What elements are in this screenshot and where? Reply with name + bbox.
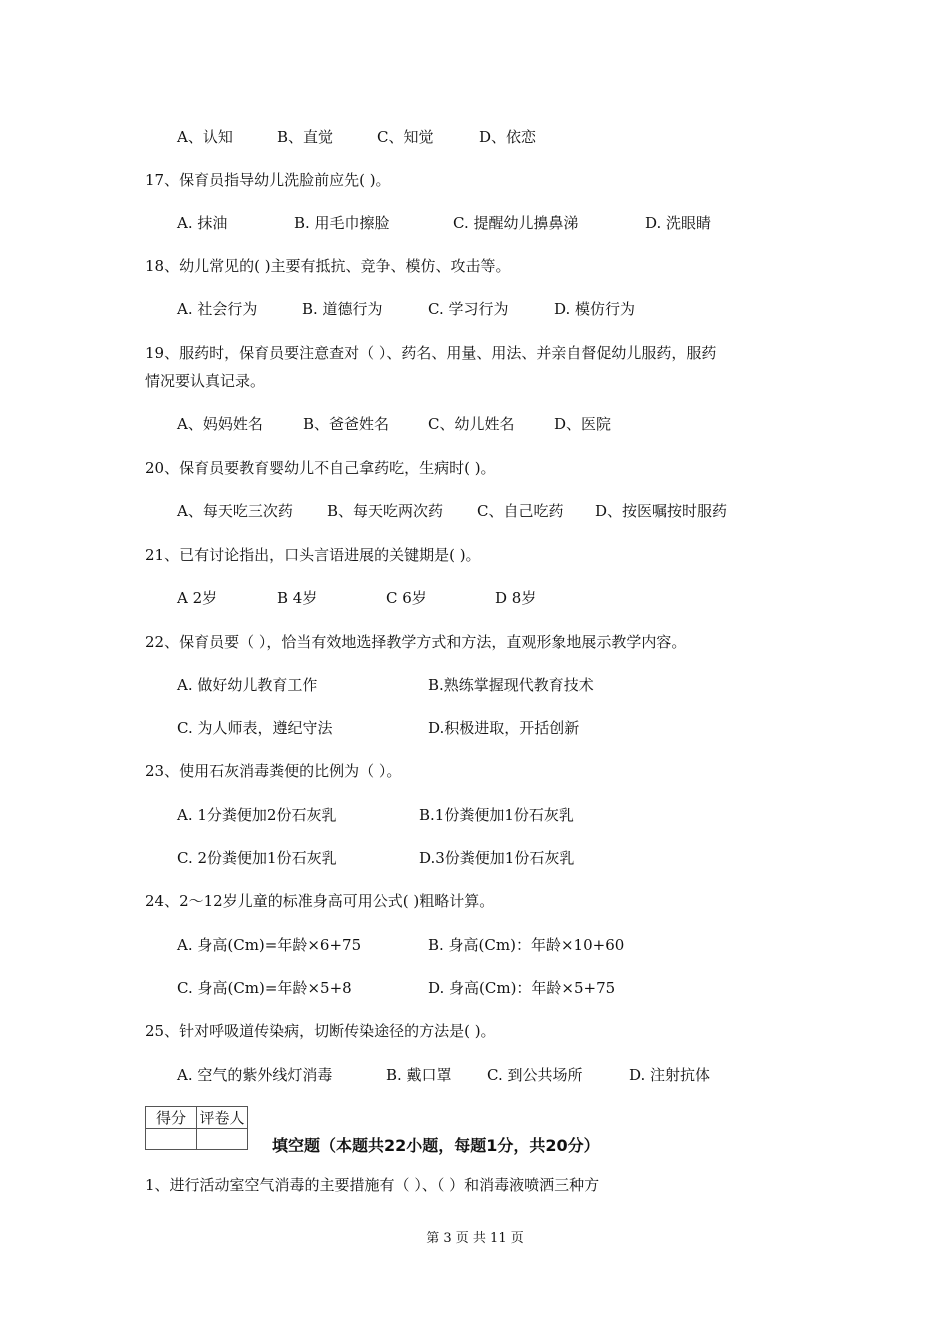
option: D、依恋 [479,128,537,146]
option: A 2岁 [177,589,218,607]
option: B、直觉 [277,128,334,146]
page-footer: 第 3 页 共 11 页 [426,1231,524,1246]
option: C、知觉 [377,128,434,146]
option: A. 社会行为 [177,300,258,318]
option: D.3份粪便加1份石灰乳 [419,849,575,867]
option: A、认知 [177,128,233,146]
option: C. 学习行为 [428,300,509,318]
option: D. 模仿行为 [554,300,636,318]
option: A. 身高(Cm)=年龄×6+75 [177,936,362,954]
option: A. 1分粪便加2份石灰乳 [177,806,337,824]
score-table [145,1106,248,1150]
grader-header: 评卷人 [197,1107,248,1129]
question-18: 18、幼儿常见的( )主要有抵抗、竞争、模仿、攻击等。 [145,257,511,275]
question-17: 17、保育员指导幼儿洗脸前应先( )。 [145,171,391,189]
section-title: 填空题（本题共22小题，每题1分，共20分） [272,1136,600,1155]
fill-question-1: 1、进行活动室空气消毒的主要措施有（ ）、（ ）和消毒液喷洒三种方 [145,1176,600,1194]
option: D、按医嘱按时服药 [595,502,728,520]
option: D.积极进取，开括创新 [428,719,580,737]
question-22: 22、保育员要（ ），恰当有效地选择教学方式和方法，直观形象地展示教学内容。 [145,633,687,651]
grader-cell [197,1129,248,1150]
question-21: 21、已有讨论指出，口头言语进展的关键期是( )。 [145,546,481,564]
option: D、医院 [554,415,612,433]
option: C、幼儿姓名 [428,415,515,433]
option: B. 戴口罩 [386,1066,452,1084]
option: B、每天吃两次药 [327,502,444,520]
question-19-cont: 情况要认真记录。 [145,372,266,390]
option: B. 道德行为 [302,300,383,318]
option: C 6岁 [386,589,427,607]
option: B. 身高(Cm)：年龄×10+60 [428,936,625,954]
question-20: 20、保育员要教育婴幼儿不自己拿药吃，生病时( )。 [145,459,496,477]
option: C、自己吃药 [477,502,564,520]
option: B.1份粪便加1份石灰乳 [419,806,574,824]
option: C. 2份粪便加1份石灰乳 [177,849,337,867]
question-19: 19、服药时，保育员要注意查对（ ）、药名、用量、用法、并亲自督促幼儿服药，服药 [145,344,717,362]
option: D. 洗眼睛 [645,214,712,232]
option: D 8岁 [495,589,537,607]
option: B. 用毛巾擦脸 [294,214,390,232]
option: C. 到公共场所 [487,1066,583,1084]
option: A. 做好幼儿教育工作 [177,676,318,694]
option: A. 空气的紫外线灯消毒 [177,1066,333,1084]
option: A、每天吃三次药 [177,502,293,520]
question-24: 24、2～12岁儿童的标准身高可用公式( )粗略计算。 [145,892,495,910]
option: C. 提醒幼儿擤鼻涕 [453,214,579,232]
option: A. 抹油 [177,214,228,232]
option: D. 注射抗体 [629,1066,711,1084]
option: C. 为人师表，遵纪守法 [177,719,333,737]
option: A、妈妈姓名 [177,415,263,433]
question-23: 23、使用石灰消毒粪便的比例为（ ）。 [145,762,402,780]
option: C. 身高(Cm)=年龄×5+8 [177,979,352,997]
option: D. 身高(Cm)：年龄×5+75 [428,979,616,997]
option: B、爸爸姓名 [303,415,390,433]
score-cell [146,1129,197,1150]
option: B.熟练掌握现代教育技术 [428,676,594,694]
question-25: 25、针对呼吸道传染病，切断传染途径的方法是( )。 [145,1022,496,1040]
score-header: 得分 [146,1107,197,1129]
option: B 4岁 [277,589,318,607]
